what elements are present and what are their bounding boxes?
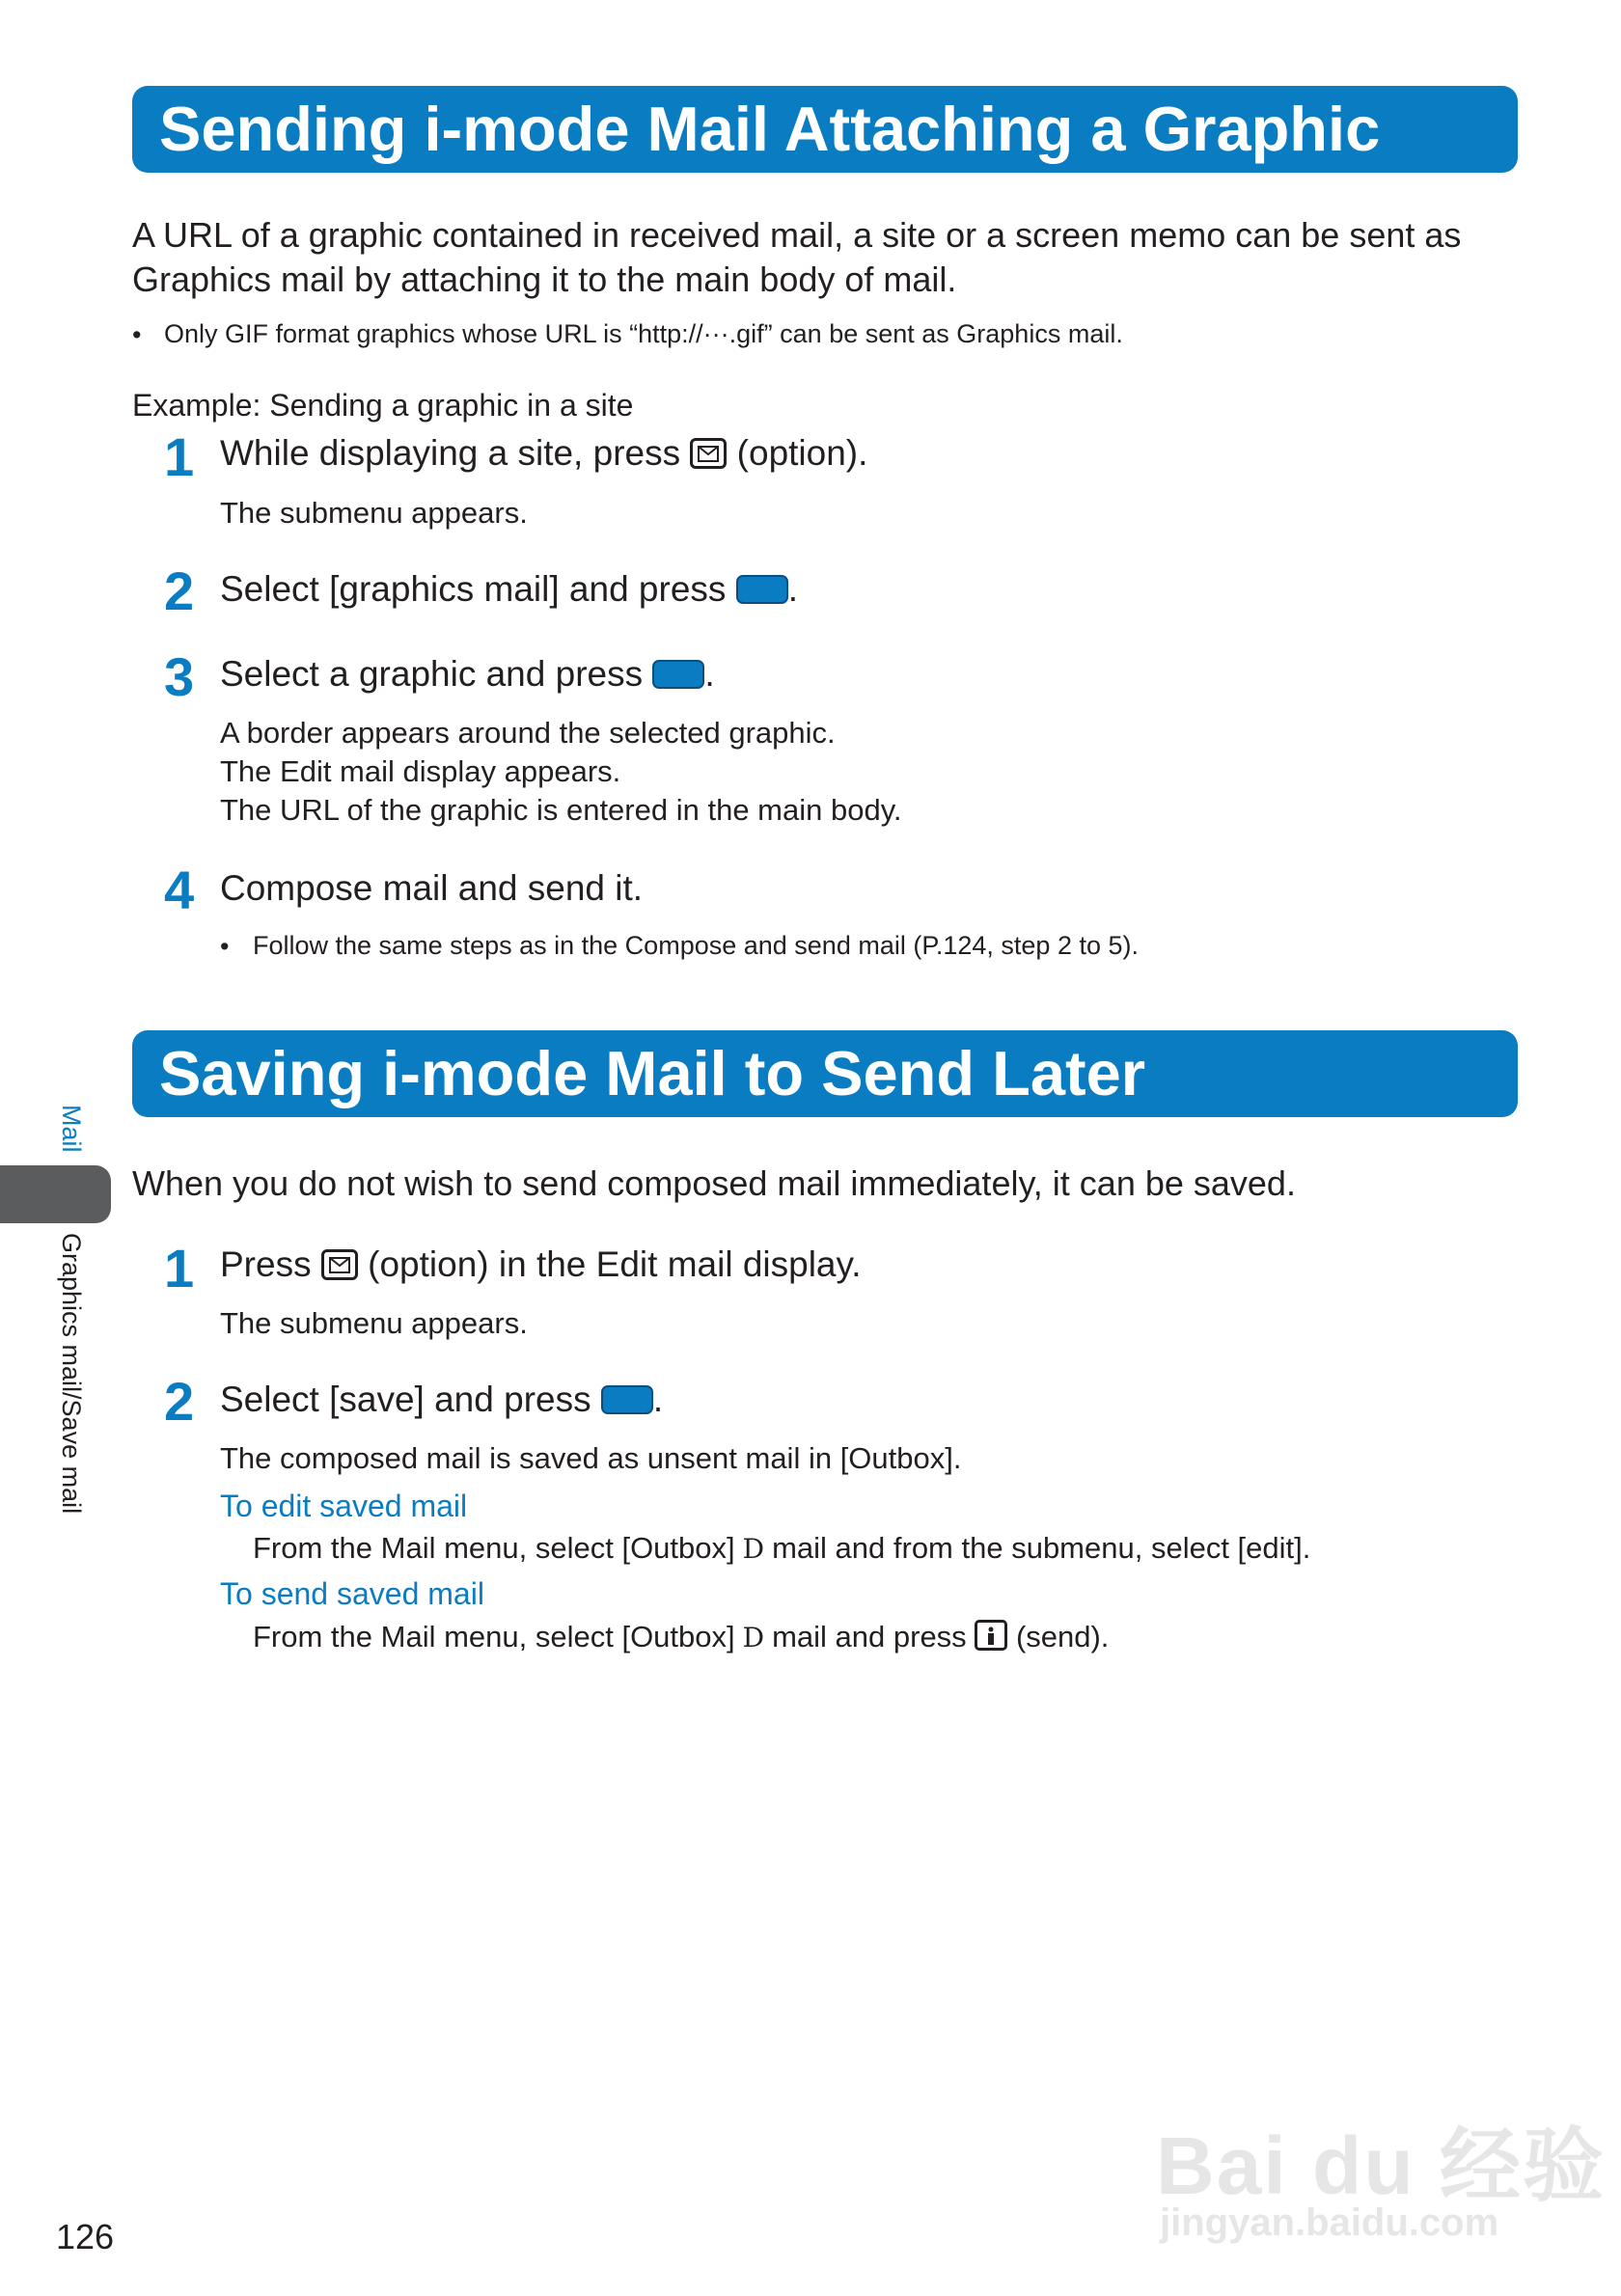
step-number: 2 <box>164 1371 195 1432</box>
tip-title: To send saved mail <box>220 1576 484 1611</box>
step-description: The URL of the graphic is entered in the main body. <box>220 793 902 827</box>
center-key-icon <box>601 1385 653 1414</box>
section-intro: A URL of a graphic contained in received mail, a site or a screen memo can be sent as Graphics mail by attaching it to the main body of mail. <box>132 215 1462 299</box>
tip-text: From the Mail menu, select [Outbox] D mail and press (send). <box>253 1620 1110 1654</box>
step-text: While displaying a site, press (option). <box>220 433 868 473</box>
watermark-url: jingyan.baidu.com <box>1160 2201 1499 2244</box>
step-text: Compose mail and send it. <box>220 868 644 908</box>
step-text: Select [save] and press . <box>220 1380 664 1419</box>
page-number: 126 <box>56 2217 115 2256</box>
step-description: The Edit mail display appears. <box>220 754 621 788</box>
step-description: The submenu appears. <box>220 496 528 530</box>
step-bullet-text: Follow the same steps as in the Compose and send mail (P.124, step 2 to 5). <box>253 931 1139 960</box>
sidebar-category: Mail <box>57 1105 86 1153</box>
step-number: 4 <box>164 860 195 920</box>
note-bullet: • <box>132 320 142 349</box>
step-bullet: • <box>220 932 230 961</box>
note-text: Only GIF format graphics whose URL is “http://···.gif” can be sent as Graphics mail. <box>164 319 1123 348</box>
mail-key-icon <box>690 438 727 469</box>
section-title: Sending i-mode Mail Attaching a Graphic <box>132 86 1518 173</box>
center-key-icon <box>652 660 704 689</box>
section-title: Saving i-mode Mail to Send Later <box>132 1030 1518 1117</box>
step-number: 1 <box>164 426 195 487</box>
watermark-logo: Bai du 经验 <box>1156 2120 1607 2211</box>
step-number: 1 <box>164 1238 195 1298</box>
arrow-icon: D <box>742 1533 765 1565</box>
arrow-icon: D <box>742 1622 765 1654</box>
step-number: 3 <box>164 646 195 707</box>
step-text: Select a graphic and press . <box>220 654 715 694</box>
i-mode-key-icon <box>975 1620 1007 1651</box>
sidebar-topic: Graphics mail/Save mail <box>57 1233 86 1515</box>
center-key-icon <box>736 575 788 604</box>
mail-key-icon <box>321 1249 358 1280</box>
step-description: The submenu appears. <box>220 1306 528 1340</box>
step-description: The composed mail is saved as unsent mail in [Outbox]. <box>220 1441 962 1475</box>
example-label: Example: Sending a graphic in a site <box>132 388 634 423</box>
step-description: A border appears around the selected graphic. <box>220 716 836 750</box>
step-text: Press (option) in the Edit mail display. <box>220 1244 862 1284</box>
step-text: Select [graphics mail] and press . <box>220 569 798 609</box>
step-number: 2 <box>164 560 195 621</box>
tip-title: To edit saved mail <box>220 1489 468 1523</box>
section-intro: When you do not wish to send composed mail immediately, it can be saved. <box>132 1163 1296 1203</box>
sidebar-tab <box>0 1165 111 1223</box>
tip-text: From the Mail menu, select [Outbox] D mail and from the submenu, select [edit]. <box>253 1531 1311 1565</box>
